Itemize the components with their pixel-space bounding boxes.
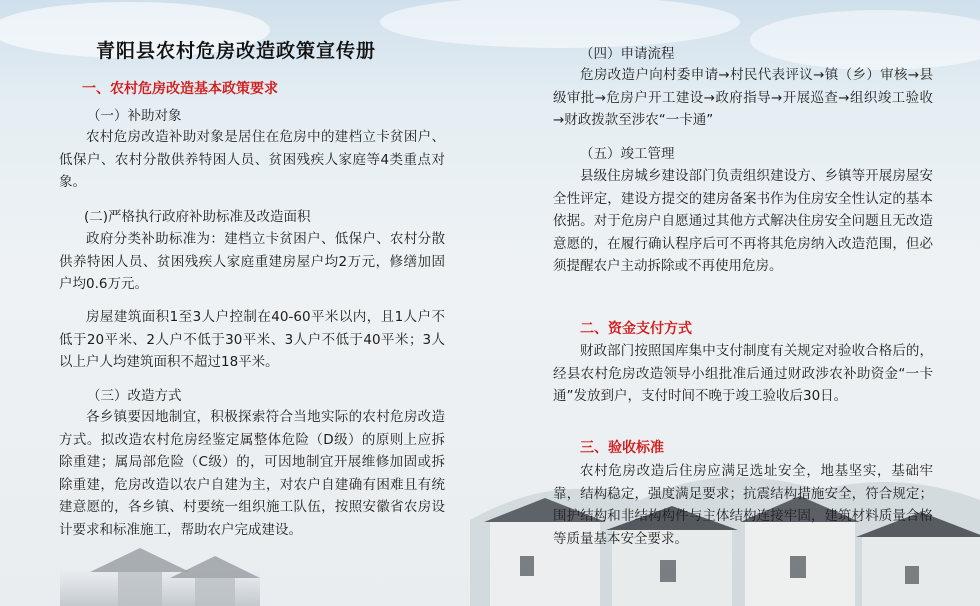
subheading-subsidy-standard: (二)严格执行政府补助标准及改造面积	[84, 209, 311, 225]
section-heading-acceptance: 三、验收标准	[580, 440, 664, 456]
section-heading-policy: 一、农村危房改造基本政策要求	[82, 81, 278, 97]
paragraph-renovation-method: 各乡镇要因地制宜，积极探索符合当地实际的农村危房改造方式。拟改造农村危房经鉴定属整体危险（D级）的原则上应拆除重建；属局部危险（C级）的，可因地制宜开展维修加固或拆除重建，危房改造以农户自建为主，对农户自建确有困难且有统建意愿的，各乡镇、村要统一组织施工队伍，按照安徽省农房设计要求和标准施工，帮助农户完成建设。	[59, 409, 445, 538]
subheading-renovation-method: （三）改造方式	[87, 388, 182, 404]
subheading-completion-management: （五）竣工管理	[580, 146, 675, 162]
subheading-subsidy-target: （一）补助对象	[87, 108, 182, 124]
paragraph-acceptance: 农村危房改造后住房应满足选址安全，地基坚实，基础牢靠，结构稳定，强度满足要求；抗震结构措施安全，符合规定；围护结构和非结构构件与主体结构连接牢固，建筑材料质量合格等质量基本安全要求。	[553, 463, 933, 547]
section-heading-payment: 二、资金支付方式	[580, 321, 692, 337]
paragraph-application-process: 危房改造户向村委申请→村民代表评议→镇（乡）审核→县级审批→危房户开工建设→政府指导→开展巡查→组织竣工验收→财政拨款至涉农“一卡通”	[553, 67, 933, 128]
paragraph-payment: 财政部门按照国库集中支付制度有关规定对验收合格后的，经县农村危房改造领导小组批准后通过财政涉农补助资金“一卡通”发放到户，支付时间不晚于竣工验收后30日。	[553, 343, 933, 404]
subheading-application-process: （四）申请流程	[580, 46, 675, 62]
paragraph-completion-management: 县级住房城乡建设部门负责组织建设方、乡镇等开展房屋安全性评定，建设方提交的建房备案书作为住房安全性认定的基本依据。对于危房户自愿通过其他方式解决住房安全问题且无改造意愿的，在履行确认程序后可不再将其危房纳入改造范围，但必须提醒农户主动拆除或不再使用危房。	[553, 168, 933, 274]
document-title: 青阳县农村危房改造政策宣传册	[96, 40, 377, 62]
paragraph-building-area: 房屋建筑面积1至3人户控制在40-60平米以内，且1人户不低于20平米、2人户不低于30平米、3人户不低于40平米；3人以上户人均建筑面积不超过18平米。	[59, 309, 445, 370]
paragraph-subsidy-standard: 政府分类补助标准为：建档立卡贫困户、低保户、农村分散供养特困人员、贫困残疾人家庭重建房屋户均2万元，修缮加固户均0.6万元。	[59, 231, 445, 292]
paragraph-subsidy-target: 农村危房改造补助对象是居住在危房中的建档立卡贫困户、低保户、农村分散供养特困人员、贫困残疾人家庭等4类重点对象。	[59, 129, 445, 190]
